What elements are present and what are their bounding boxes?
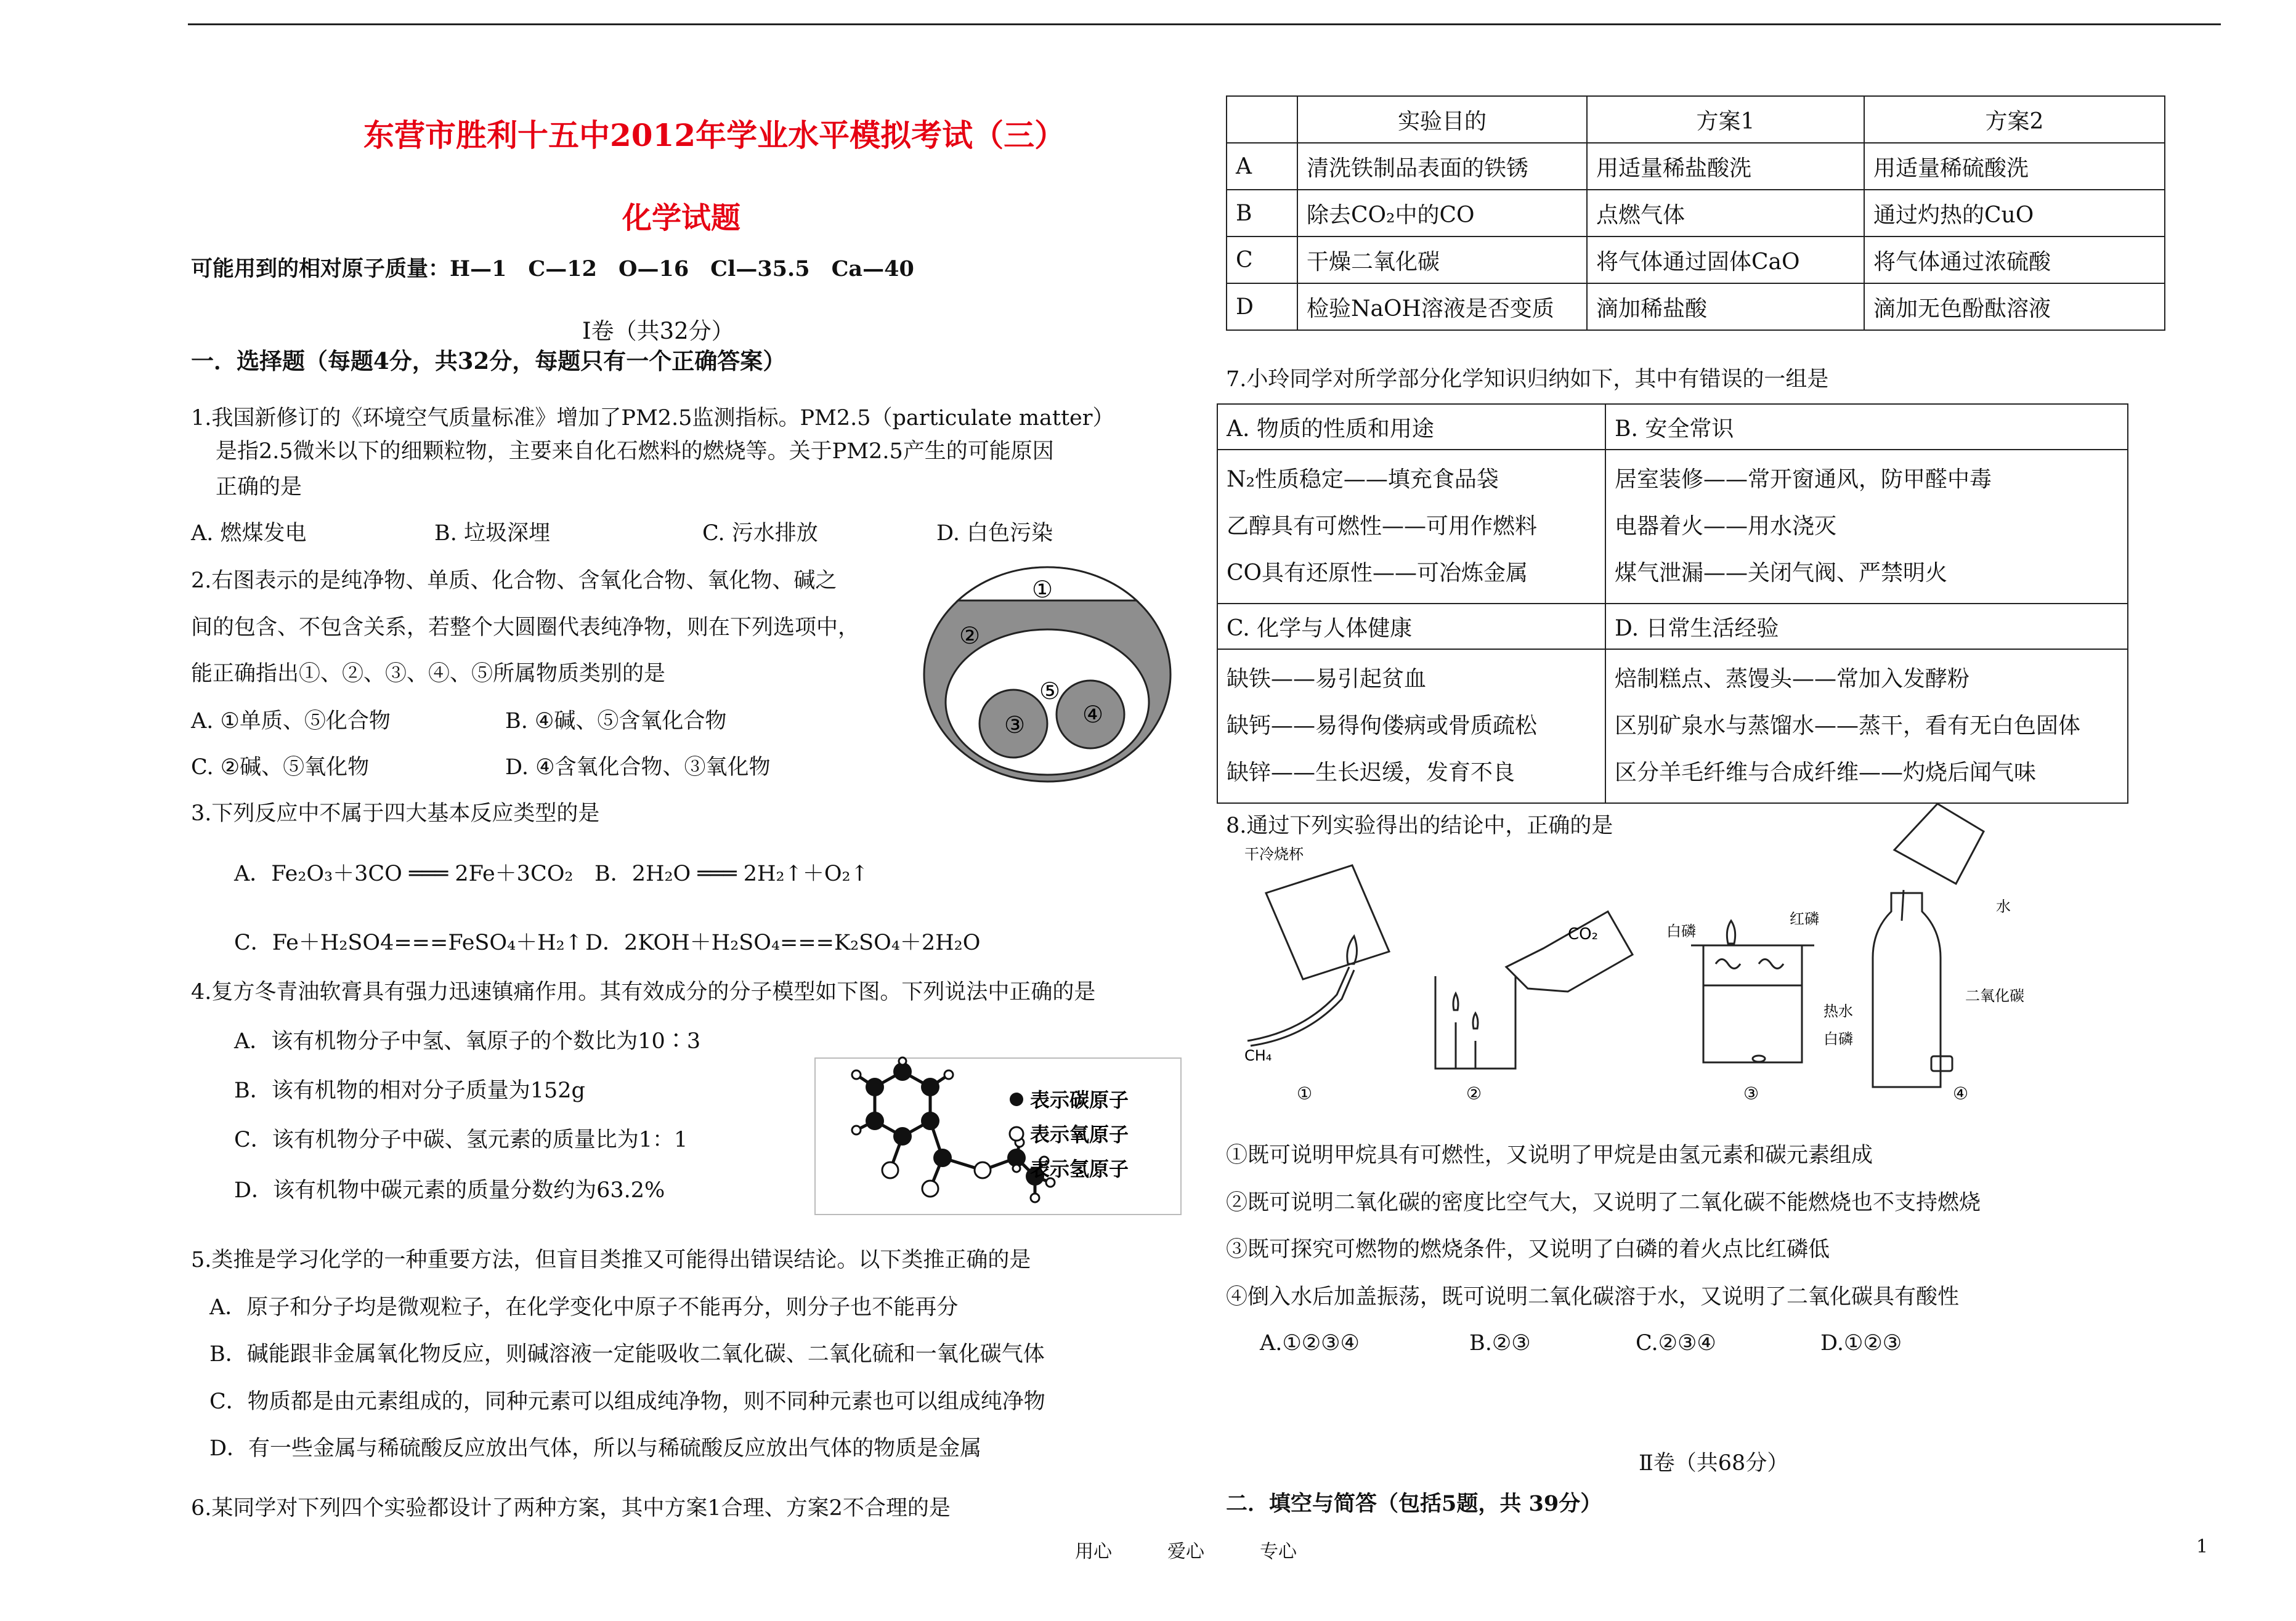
fig-label-red-p: 红磷 xyxy=(1790,910,1819,928)
q3-option-d: D．2KOH＋H₂SO₄===K₂SO₄＋2H₂O xyxy=(585,931,981,955)
q7-a-item: 乙醇具有可燃性——可用作燃料 xyxy=(1227,514,1538,539)
table-header-row xyxy=(1227,96,2165,143)
table-cell: C xyxy=(1227,236,1297,283)
q7-b-item: 煤气泄漏——关闭气阀、严禁明火 xyxy=(1615,560,1948,586)
table-cell: C. 化学与人体健康 xyxy=(1217,604,1605,649)
table-cell: A xyxy=(1227,143,1297,190)
table-cell: B xyxy=(1227,190,1297,236)
table-cell xyxy=(1605,649,2128,803)
q7-d-item: 区分羊毛纤维与合成纤维——灼烧后闻气味 xyxy=(1615,760,2037,785)
q8-statement-4: ④倒入水后加盖振荡，既可说明二氧化碳溶于水，又说明了二氧化碳具有酸性 xyxy=(1226,1285,1960,1309)
table-cell: 滴加稀盐酸 xyxy=(1587,283,1864,330)
fig-number-4: ④ xyxy=(1953,1083,1969,1104)
q2-option-c: C. ②碱、⑤氧化物 xyxy=(191,755,370,780)
fig-label-water: 水 xyxy=(1996,898,2011,915)
table-cell: B. 安全常识 xyxy=(1605,404,2128,450)
q1-option-a: A. 燃煤发电 xyxy=(191,521,307,546)
table-cell: 除去CO₂中的CO xyxy=(1297,190,1587,236)
q1-line2: 是指2.5微米以下的细颗粒物，主要来自化石燃料的燃烧等。关于PM2.5产生的可能原因 xyxy=(216,439,1054,464)
table-row xyxy=(1227,236,2165,283)
fig-number-1: ① xyxy=(1297,1083,1313,1104)
atomic-mass-line: 可能用到的相对原子质量：H—1 C—12 O—16 Cl—35.5 Ca—40 xyxy=(191,256,914,281)
fig-label-white-p-2: 白磷 xyxy=(1823,1030,1853,1048)
q8-statement-1: ①既可说明甲烷具有可燃性，又说明了甲烷是由氢元素和碳元素组成 xyxy=(1226,1143,1873,1168)
q1-option-b: B. 垃圾深埋 xyxy=(434,521,550,546)
q3-option-a: A．Fe₂O₃＋3CO ═══ 2Fe＋3CO₂ xyxy=(234,862,574,886)
section1-heading: 一．选择题（每题4分，共32分，每题只有一个正确答案） xyxy=(191,347,786,374)
q2-option-b: B. ④碱、⑤含氧化合物 xyxy=(505,709,727,734)
table-cell xyxy=(1217,450,1605,604)
exam-subject: 化学试题 xyxy=(622,201,741,235)
table-row xyxy=(1227,143,2165,190)
q4-option-c: C．该有机物分子中碳、氢元素的质量比为1：1 xyxy=(234,1128,688,1152)
classification-circle-diagram xyxy=(921,564,1174,785)
q2-line2: 间的包含、不包含关系，若整个大圆圈代表纯净物，则在下列选项中， xyxy=(191,615,860,640)
experiment-figures xyxy=(1223,798,2036,1106)
q7-b-item: 居室装修——常开窗通风，防甲醛中毒 xyxy=(1615,467,1992,492)
legend-hydrogen: 表示氢原子 xyxy=(1030,1157,1129,1181)
table-cell: 清洗铁制品表面的铁锈 xyxy=(1297,143,1587,190)
fig-label-co2: CO₂ xyxy=(1568,925,1599,944)
diagram-mark-3: ③ xyxy=(1004,711,1026,738)
q1-option-d: D. 白色污染 xyxy=(936,521,1053,546)
q5-option-a: A．原子和分子均是微观粒子，在化学变化中原子不能再分，则分子也不能再分 xyxy=(209,1295,959,1320)
q7-c-item: 缺锌——生长迟缓，发育不良 xyxy=(1227,760,1515,785)
table-row xyxy=(1217,604,2128,649)
fig-label-ch4: CH₄ xyxy=(1244,1047,1272,1064)
part1-heading: Ⅰ卷（共32分） xyxy=(582,318,734,344)
diagram-mark-2: ② xyxy=(959,622,981,649)
table-header-cell: 方案2 xyxy=(1864,96,2165,143)
table-cell: 检验NaOH溶液是否变质 xyxy=(1297,283,1587,330)
table-cell: 用适量稀盐酸洗 xyxy=(1587,143,1864,190)
table-row xyxy=(1217,404,2128,450)
table-cell: D xyxy=(1227,283,1297,330)
table-row xyxy=(1227,190,2165,236)
q8-option-d: D.①②③ xyxy=(1820,1331,1902,1356)
q7-d-item: 区别矿泉水与蒸馏水——蒸干，看有无白色固体 xyxy=(1615,713,2081,738)
q8-option-a: A.①②③④ xyxy=(1260,1331,1360,1356)
top-rule xyxy=(188,23,2221,25)
q7-a-item: CO具有还原性——可冶炼金属 xyxy=(1227,560,1528,586)
fig-label-white-p: 白磷 xyxy=(1666,923,1696,940)
q7-c-item: 缺钙——易得佝偻病或骨质疏松 xyxy=(1227,713,1538,738)
fig-number-2: ② xyxy=(1466,1083,1482,1104)
section2-heading: 二．填空与简答（包括5题，共 39分） xyxy=(1226,1491,1602,1516)
table-cell: D. 日常生活经验 xyxy=(1605,604,2128,649)
q4-option-d: D．该有机物中碳元素的质量分数约为63.2% xyxy=(234,1178,665,1203)
q3-option-c: C．Fe＋H₂SO4===FeSO₄＋H₂↑ xyxy=(234,931,583,955)
table-header-cell: 方案1 xyxy=(1587,96,1864,143)
q8-option-b: B.②③ xyxy=(1469,1331,1531,1356)
table-header-cell xyxy=(1227,96,1297,143)
table-cell xyxy=(1605,450,2128,604)
q5-option-c: C．物质都是由元素组成的，同种元素可以组成纯净物，则不同种元素也可以组成纯净物 xyxy=(209,1389,1045,1414)
q1-line1: 1.我国新修订的《环境空气质量标准》增加了PM2.5监测指标。PM2.5（particulate matter） xyxy=(191,406,1114,431)
page-footer: 用心 爱心 专心 xyxy=(1075,1541,1297,1562)
table-cell: 通过灼热的CuO xyxy=(1864,190,2165,236)
fig-label-hot-water: 热水 xyxy=(1823,1003,1853,1020)
molecule-model-figure xyxy=(813,1056,1183,1216)
table-cell: 干燥二氧化碳 xyxy=(1297,236,1587,283)
q4-option-b: B．该有机物的相对分子质量为152g xyxy=(234,1078,585,1103)
q8-stem: 8.通过下列实验得出的结论中，正确的是 xyxy=(1226,814,1613,838)
q7-d-item: 焙制糕点、蒸馒头——常加入发酵粉 xyxy=(1615,666,1970,692)
table-cell: 将气体通过浓硫酸 xyxy=(1864,236,2165,283)
q1-line3: 正确的是 xyxy=(216,475,302,499)
table-cell: 滴加无色酚酞溶液 xyxy=(1864,283,2165,330)
q5-stem: 5.类推是学习化学的一种重要方法，但盲目类推又可能得出错误结论。以下类推正确的是 xyxy=(191,1248,1031,1272)
q7-c-item: 缺铁——易引起贫血 xyxy=(1227,666,1427,692)
table-row xyxy=(1217,450,2128,604)
diagram-mark-5: ⑤ xyxy=(1039,677,1061,705)
diagram-mark-1: ① xyxy=(1032,576,1053,603)
table-row xyxy=(1227,283,2165,330)
fig-label-co2-bottle: 二氧化碳 xyxy=(1965,987,2024,1005)
legend-oxygen: 表示氧原子 xyxy=(1030,1123,1129,1146)
table-row xyxy=(1217,649,2128,803)
q7-a-item: N₂性质稳定——填充食品袋 xyxy=(1227,467,1499,492)
table-header-cell: 实验目的 xyxy=(1297,96,1587,143)
diagram-mark-4: ④ xyxy=(1082,701,1104,728)
fig-label-cold-beaker: 干冷烧杯 xyxy=(1244,846,1304,863)
q3-stem: 3.下列反应中不属于四大基本反应类型的是 xyxy=(191,801,600,826)
q2-line3: 能正确指出①、②、③、④、⑤所属物质类别的是 xyxy=(191,661,666,686)
fig-number-3: ③ xyxy=(1743,1083,1759,1104)
q6-table xyxy=(1226,95,2165,331)
part2-heading: Ⅱ卷（共68分） xyxy=(1639,1451,1789,1476)
q8-option-c: C.②③④ xyxy=(1636,1331,1716,1356)
table-cell: A. 物质的性质和用途 xyxy=(1217,404,1605,450)
q5-option-d: D．有一些金属与稀硫酸反应放出气体，所以与稀硫酸反应放出气体的物质是金属 xyxy=(209,1436,982,1461)
legend-carbon: 表示碳原子 xyxy=(1030,1088,1129,1112)
q6-stem: 6.某同学对下列四个实验都设计了两种方案，其中方案1合理、方案2不合理的是 xyxy=(191,1496,951,1521)
q7-b-item: 电器着火——用水浇灭 xyxy=(1615,514,1837,539)
q4-stem: 4.复方冬青油软膏具有强力迅速镇痛作用。其有效成分的分子模型如下图。下列说法中正确的是 xyxy=(191,980,1096,1005)
q1-option-c: C. 污水排放 xyxy=(702,521,818,546)
q4-option-a: A．该有机物分子中氢、氧原子的个数比为10∶3 xyxy=(234,1029,701,1054)
table-cell: 点燃气体 xyxy=(1587,190,1864,236)
q2-option-d: D. ④含氧化合物、③氧化物 xyxy=(505,755,771,780)
exam-title: 东营市胜利十五中2012年学业水平模拟考试（三） xyxy=(363,117,1066,153)
q8-statement-3: ③既可探究可燃物的燃烧条件，又说明了白磷的着火点比红磷低 xyxy=(1226,1237,1830,1262)
q2-option-a: A. ①单质、⑤化合物 xyxy=(191,709,391,734)
table-cell xyxy=(1217,649,1605,803)
q8-statement-2: ②既可说明二氧化碳的密度比空气大，又说明了二氧化碳不能燃烧也不支持燃烧 xyxy=(1226,1190,1981,1215)
q3-option-b: B．2H₂O ═══ 2H₂↑＋O₂↑ xyxy=(594,862,869,886)
q7-stem: 7.小玲同学对所学部分化学知识归纳如下，其中有错误的一组是 xyxy=(1226,367,1829,392)
q7-table xyxy=(1217,403,2128,804)
table-cell: 用适量稀硫酸洗 xyxy=(1864,143,2165,190)
table-cell: 将气体通过固体CaO xyxy=(1587,236,1864,283)
page-number: 1 xyxy=(2196,1536,2209,1558)
q5-option-b: B．碱能跟非金属氧化物反应，则碱溶液一定能吸收二氧化碳、二氧化硫和一氧化碳气体 xyxy=(209,1342,1045,1367)
q2-line1: 2.右图表示的是纯净物、单质、化合物、含氧化合物、氧化物、碱之 xyxy=(191,568,837,593)
